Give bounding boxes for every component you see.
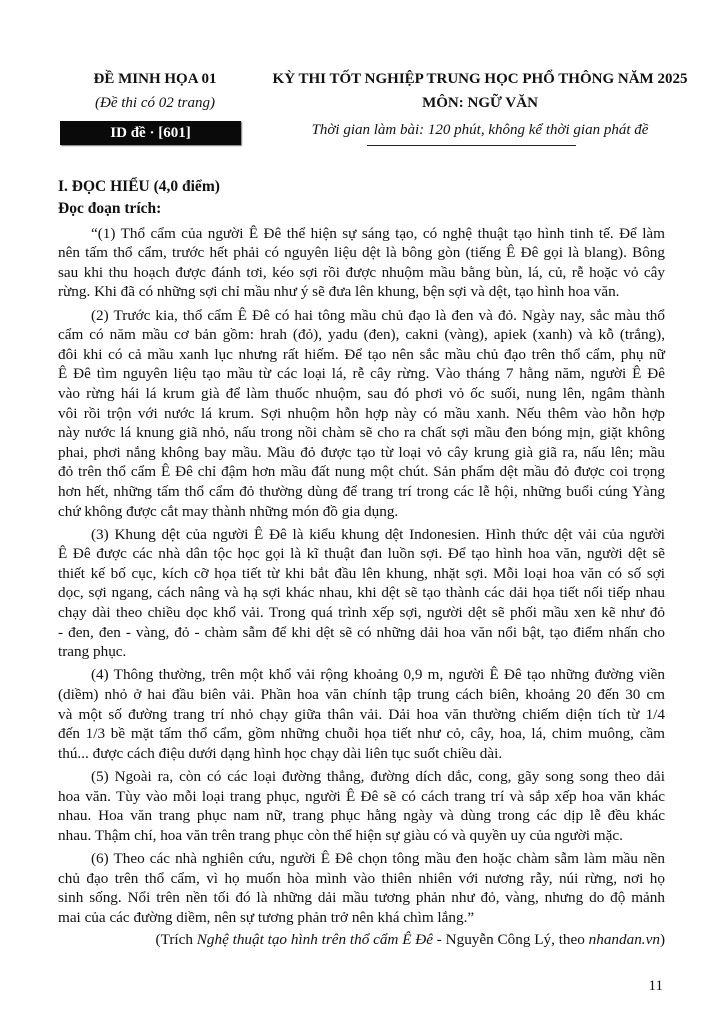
paragraph-6 <box>58 849 665 927</box>
paragraph-line: Ê Đê tìm nguyên liệu tạo mầu từ các loại lá, rễ cây rừng. Vào tháng 7 hằng năm, người Ê Đê <box>58 365 665 383</box>
paragraph-5 <box>58 767 665 845</box>
paragraph-line: (2) Trước kia, thổ cẩm Ê Đê có hai tông mầu chủ đạo là đen và đỏ. Ngày nay, sắc màu thổ <box>91 306 665 324</box>
time-note: Thời gian làm bài: 120 phút, không kể thời gian phát đề <box>311 122 649 138</box>
page-count-note: (Đề thi có 02 trang) <box>95 95 215 111</box>
paragraph-1 <box>58 224 665 302</box>
exam-id-badge: ID đề · [601] <box>60 121 241 145</box>
exam-title: KỲ THI TỐT NGHIỆP TRUNG HỌC PHỔ THÔNG NĂM 2025 <box>272 71 688 87</box>
paragraph-line: vôi rồi trộn với nước lá krum. Sợi nhuộm hỗn hợp này có mầu xanh. Nếu thêm vào hỗn hợp <box>58 404 665 422</box>
paragraph-line: thiết kế bố cục, kích cỡ họa tiết từ khi bắt đầu lên khung, nhặt sợi. Mỗi loại hoa văn có số sợi <box>58 564 665 582</box>
paragraph-line: hơn hết, những tấm thổ cẩm đỏ thường dùng để trang trí trong các lễ hội, những buổi cúng Yàng <box>58 482 665 500</box>
paragraph-line: thú... được cách điệu dưới dạng hình học chạy dài liên tục suốt chiều dài. <box>58 744 503 762</box>
paragraph-2 <box>58 306 665 522</box>
paragraph-line: (4) Thông thường, trên một khổ vải rộng khoảng 0,9 m, người Ê Đê tạo những đường viền <box>91 666 665 684</box>
paragraph-line: “(1) Thổ cẩm của người Ê Đê thể hiện sự sáng tạo, có nghệ thuật tạo hình tinh tế. Để làm <box>91 224 665 242</box>
paragraph-line: dọc, sợi ngang, cách nâng và hạ sợi khác nhau, khi dệt sẽ tạo thành các dải họa tiết nối tiếp nhau <box>58 584 665 602</box>
citation <box>58 930 665 950</box>
paragraph-line: đỏ trên thổ cẩm Ê Đê chỉ đậm hơn mầu đất nung một chút. Sản phẩm dệt mầu đỏ được coi trọng <box>58 463 665 481</box>
paragraph-line: sau khi thu hoạch được đánh tơi, kéo sợi rồi được nhuộm mầu bằng bùn, lá, củ, rễ hoặc vỏ cây <box>58 263 665 281</box>
paragraph-line: (5) Ngoài ra, còn có các loại đường thẳng, đường dích dắc, cong, gãy song song theo dải <box>91 768 665 785</box>
citation-work-title: Nghệ thuật tạo hình trên thổ cẩm Ê Đê <box>196 931 433 949</box>
paragraph-line: nhau. Hoa văn trang phục nam nữ, trang phục hằng ngày và dùng trong các dịp lễ đều khác <box>58 807 665 825</box>
instruction: Đọc đoạn trích: <box>58 200 162 217</box>
paragraph-line: hoa văn. Tùy vào mỗi loại trang phục, người Ê Đê sẽ có cách trang trí và sắp xếp hoa văn khác <box>58 787 665 805</box>
paragraph-line: chạy dài theo chiều dọc khổ vải. Trong quá trình xếp sợi, người dệt sẽ phối mầu xen kẽ như đỏ <box>58 604 665 622</box>
paragraph-line: trang phục. <box>58 643 127 661</box>
citation-source: nhandan.vn <box>588 931 660 949</box>
paragraph-line: nên tấm thổ cẩm, trước hết phải có nguyên liệu dệt là bông gòn (tiếng Ê Đê gọi là blang). Bông <box>58 244 665 262</box>
paragraph-line: (6) Theo các nhà nghiên cứu, người Ê Đê chọn tông mầu đen hoặc chàm sẫm làm mầu nền <box>91 849 665 867</box>
paragraph-4 <box>58 665 665 763</box>
passage <box>58 224 665 928</box>
paragraph-line: (3) Khung dệt của người Ê Đê là kiểu khung dệt Indonesien. Hình thức dệt vải của người <box>91 525 665 543</box>
citation-author: - Nguyễn Công Lý, theo <box>432 931 589 949</box>
paragraph-line: và một số đường trang trí nhỏ chạy giữa thân vải. Dải hoa văn thường chiếm diện tích từ 1/4 <box>58 705 665 723</box>
paragraph-line: nhau. Thậm chí, hoa văn trên trang phục còn thể hiện sự giàu có và quyền uy của người mặc. <box>58 826 623 844</box>
page-number: 11 <box>648 978 663 994</box>
paragraph-line: rừng. Khi đã có những sợi chỉ mầu như ý sẽ đưa lên khung, bện sợi và dệt, tạo hình hoa văn. <box>58 283 620 301</box>
paragraph-line: chủ đạo trên thổ cẩm, vì họ muốn hòa mình vào thiên nhiên với nương rẫy, núi rừng, nơi họ <box>58 869 665 887</box>
paragraph-line: đôi khi có cả mầu xanh lục nhưng rất hiếm. Để tạo nên sắc mầu chủ đạo trên thổ cẩm, phụ nữ <box>58 345 665 363</box>
citation-suffix: ) <box>659 931 665 949</box>
paragraph-line: chứ không được cắt may thành những món đồ gia dụng. <box>58 502 399 520</box>
paragraph-line: (diềm) nhỏ ở hai đầu biên vải. Phần hoa văn chính tập trung cách biên, khoảng 20 đến 30 cm <box>58 686 665 704</box>
paragraph-3 <box>58 525 665 662</box>
paragraph-line: phai, phơi nắng không bay mầu. Mầu đỏ được tạo từ loại vỏ cây krung già giã ra, nấu lên; mầu <box>58 443 665 461</box>
paragraph-line: mai của các đường diềm, nên sự tương phản trở nên khá chìm lắng.” <box>58 908 475 926</box>
subject-title: MÔN: NGỮ VĂN <box>422 95 538 111</box>
reading-section <box>58 176 665 950</box>
paragraph-line: này nước lá knung giã nhỏ, nấu trong nồi chàm sẽ cho ra chất sợi mầu đen bóng mịn, giặt không <box>58 424 665 442</box>
section-title: I. ĐỌC HIỂU (4,0 điểm) <box>58 178 220 195</box>
paragraph-line: vào rừng hái lá krum già để làm thuốc nhuộm, sau đó phơi vỏ ốc suối, nung lên, ngâm thành <box>58 384 665 402</box>
paragraph-line: cẩm có năm mầu cơ bản gồm: hrah (đỏ), yadu (đen), cakni (vàng), apiek (xanh) và kỗ (trắng), <box>58 326 665 344</box>
paragraph-line: đến 1/3 bề mặt tấm thổ cẩm, gồm những chuỗi họa tiết như cỏ, cây, hoa, lá, chim muông, cầm <box>58 725 665 743</box>
paragraph-line: - đen, đen - vàng, đỏ - chàm sẫm để khi dệt sẽ có những dải hoa văn nổi bật, tạo điểm nhấn cho <box>58 623 665 641</box>
header-divider <box>367 145 576 146</box>
citation-prefix: (Trích <box>155 931 197 949</box>
exam-code-title: ĐỀ MINH HỌA 01 <box>93 71 217 87</box>
paragraph-line: Ê Đê được các nhà dân tộc học gọi là kĩ thuật đan luồn sợi. Để tạo hình hoa văn, người dệt sẽ <box>58 545 665 563</box>
paragraph-line: sinh sống. Nổi trên nền tối đó là những dải mầu tương phản như đỏ, vàng, nhưng do độ mảnh <box>58 889 665 907</box>
